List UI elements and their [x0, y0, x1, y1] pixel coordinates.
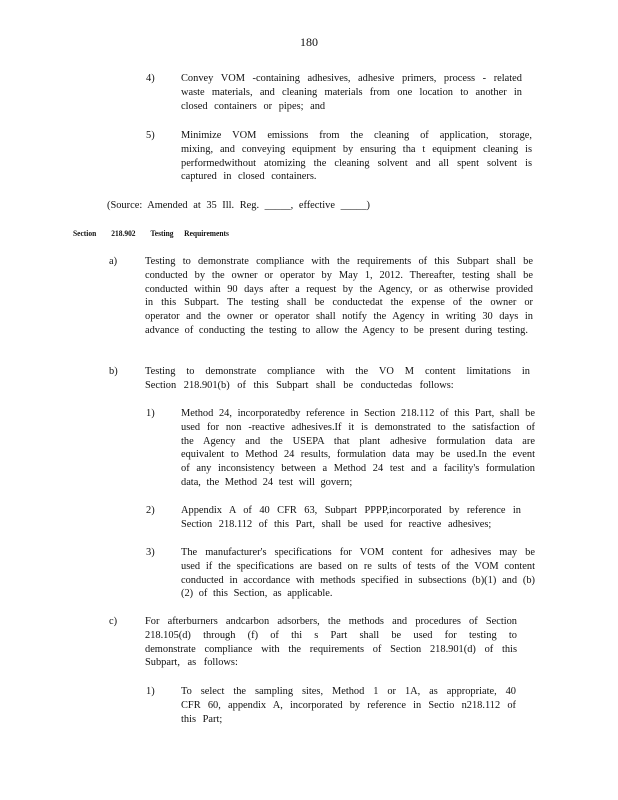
- item-label: 5): [146, 130, 155, 141]
- paragraph-label: 2): [146, 505, 155, 516]
- paragraph-label: 1): [146, 408, 155, 419]
- page-number: 180: [300, 35, 318, 49]
- paragraph-text: The manufacturer's specifications for VOM content for adhesives may be used if the specifications are based on re sults of tests of the VOM content conducted in accordance with methods specified in subsections (b)(1) and (b)(2) of this Section, as applicable.: [181, 547, 535, 600]
- paragraph-label: 3): [146, 547, 155, 558]
- paragraph-text: To select the sampling sites, Method 1 or 1A, as appropriate, 40 CFR 60, appendix A, incorporated by reference in Sectio n218.112 of this Part;: [181, 686, 516, 725]
- item-text: Convey VOM -containing adhesives, adhesive primers, process - related waste materials, and cleaning materials from one location to another in closed containers or pipes; and: [181, 73, 522, 112]
- section-number: 218.902: [111, 228, 136, 238]
- paragraph-text: Method 24, incorporatedby reference in Section 218.112 of this Part, shall be used for non -reactive adhesives.If it is demonstrated to the satisfaction of the Agency and the USEPA that plant adhesive formulation data are equivalent to Method 24 results, formulation data may be used.In the event of any inconsistency between a Method 24 test and a facility's formulation data, the Method 24 test will govern;: [181, 408, 535, 488]
- paragraph-label: a): [109, 256, 118, 267]
- paragraph-text: Appendix A of 40 CFR 63, Subpart PPPP,incorporated by reference in Section 218.112 of this Part, shall be used for reactive adhesives;: [181, 505, 521, 530]
- paragraph-label: b): [109, 366, 118, 377]
- paragraph-text: Testing to demonstrate compliance with the requirements of this Subpart shall be conducted by the owner or operator by May 1, 2012. Thereafter, testing shall be conducted within 90 days after a request by the Agency, or as otherwise provided in this Subpart. The testing shall be conductedat the expense of the owner or operator and the owner or operator shall notify the Agency in writing 30 days in advance of conducting the testing to allow the Agency to be present during testing.: [145, 256, 533, 336]
- section-heading: [73, 227, 229, 241]
- paragraph-label: 1): [146, 686, 155, 697]
- section-title: Testing Requirements: [150, 228, 229, 238]
- source-note: (Source: Amended at 35 Ill. Reg. _____, effective _____): [107, 200, 371, 211]
- section-word: Section: [73, 228, 97, 238]
- item-label: 4): [146, 73, 155, 84]
- item-text: Minimize VOM emissions from the cleaning of application, storage, mixing, and conveying equipment by ensuring tha t equipment cleaning is performedwithout atomizing the cleaning solvent and all spent solvent is captured in closed containers.: [181, 130, 532, 183]
- paragraph-label: c): [109, 616, 118, 627]
- paragraph-text: For afterburners andcarbon adsorbers, the methods and procedures of Section 218.105(d) through (f) of thi s Part shall be used for testing to demonstrate compliance with the requirements of Section 218.901(d) of this Subpart, as follows:: [145, 616, 517, 669]
- paragraph-text: Testing to demonstrate compliance with the VO M content limitations in Section 218.901(b) of this Subpart shall be conductedas follows:: [145, 366, 530, 391]
